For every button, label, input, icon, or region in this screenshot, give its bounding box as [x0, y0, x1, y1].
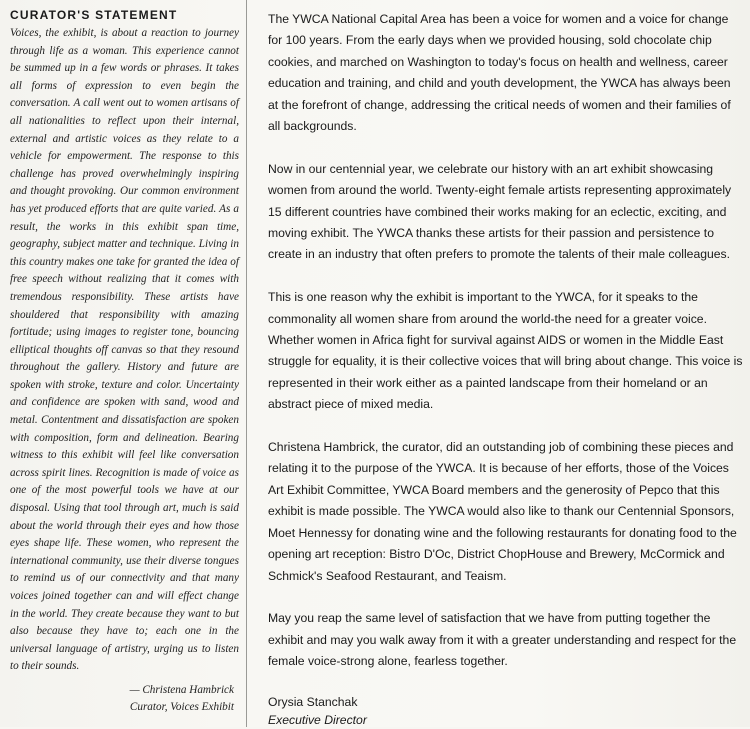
letter-paragraph: May you reap the same level of satisfaction that we have from putting together the exhibit and may you walk away from it with a greater understanding and respect for the female voice-strong alone, fearless together.	[268, 611, 737, 669]
signer-name: Orysia Stanchak	[268, 694, 358, 709]
curator-attribution	[10, 682, 234, 716]
curator-statement-column	[0, 0, 245, 727]
signer-title: Executive Director	[268, 712, 367, 727]
column-divider	[246, 0, 247, 727]
letter-paragraph: Christena Hambrick, the curator, did an outstanding job of combining these pieces and relating it to the purpose of the YWCA. It is because of her efforts, those of the Voices Art Exhibit Committee, YWCA Board members and the generosity of Pepco that this exhibit is made possible. The YWCA would also like to thank our Centennial Sponsors, Moet Hennessy for donating wine and the following restaurants for donating food to the opening art reception: Bistro D'Oc, District ChopHouse and Brewery, McCormick and Schmick's Seafood Restaurant, and Teaism.	[268, 440, 737, 583]
letter-paragraph: This is one reason why the exhibit is important to the YWCA, for it speaks to the commonality all women share from around the world-the need for a greater voice. Whether women in Africa fight for survival against AIDS or women in the Middle East struggle for equality, it is their collective voices that will bring about change. This voice is represented in their work either as a painted landscape from their homeland or an abstract piece of mixed media.	[268, 290, 743, 412]
curator-statement-heading: CURATOR'S STATEMENT	[10, 8, 178, 22]
curator-statement-body: Voices, the exhibit, is about a reaction to journey through life as a woman. This experience cannot be summed up in a few words or phrases. It takes all forms of expression to even begin the conversation. A call went out to women artisans of all nationalities to reflect upon their internal, external and artistic voices as they relate to a vehicle for empowerment. The response to this challenge has proved overwhelmingly inspiring and thought provoking. Our common environment has yet produced efforts that are quite varied. As a result, the works in this exhibit span time, geography, subject matter and technique. Living in this country makes one take for granted the idea of free speech without realizing that it comes with tremendous responsibility. These artists have shouldered that responsibility with amazing fortitude; using images to register tone, bouncing elliptical thoughts off canvas so that they resound throughout the gallery. History and future are spoken with stroke, texture and color. Uncertainty and confidence are spoken with sand, wood and metal. Contentment and dissatisfaction are spoken with composition, form and delineation. Bearing witness to this exhibit will feel like conversation across spirit lines. Recognition is made of voice as one of the most powerful tools we have at our disposal. Using that tool through art, much is said about the world through their eyes and how those eyes shape life. These women, who represent the international community, use their diverse tongues to remind us of our connectivity and that many voices joined together can and will effect change in the world. They create because they want to but also because they have to; each one in the universal language of artistry, urging us to listen to their sounds.	[10, 27, 239, 673]
director-letter-column	[268, 9, 744, 729]
letter-paragraph: Now in our centennial year, we celebrate our history with an art exhibit showcasing women from around the world. Twenty-eight female artists representing approximately 15 different countries have combined their works making for an eclectic, exciting, and moving exhibit. The YWCA thanks these artists for their passion and persistence to create in an industry that often prefers to promote the talents of their male colleagues.	[268, 161, 732, 262]
curator-name: — Christena Hambrick	[129, 683, 234, 696]
curator-title: Curator, Voices Exhibit	[129, 701, 234, 714]
letter-paragraph: The YWCA National Capital Area has been a voice for women and a voice for change for 100 years. From the early days when we provided housing, sold chocolate chip cookies, and marched on Washington to today's focus on health and wellness, career education and training, and child and youth development, the YWCA has always been at the forefront of change, addressing the critical needs of women and their families of all backgrounds.	[268, 12, 731, 134]
signature-block	[268, 694, 744, 729]
